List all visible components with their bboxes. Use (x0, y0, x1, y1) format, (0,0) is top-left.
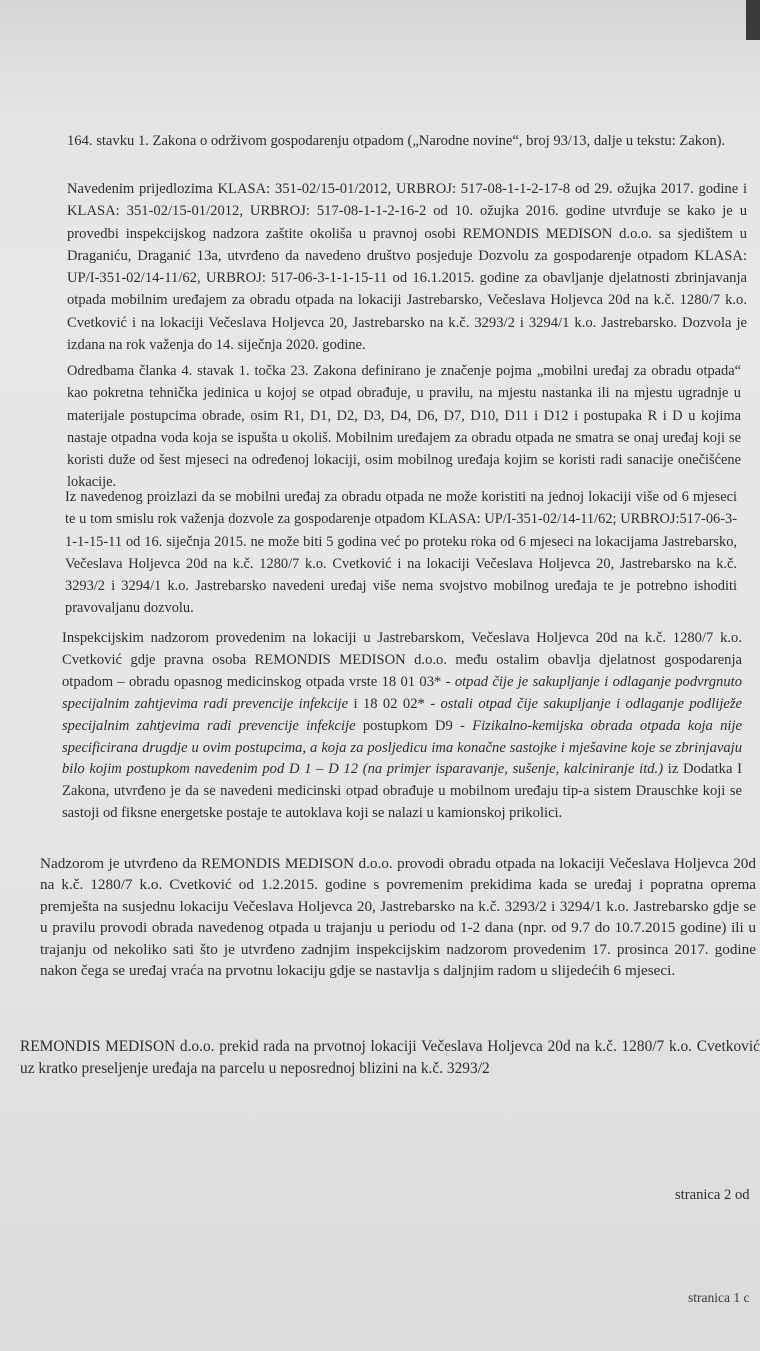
paragraph-interruption: REMONDIS MEDISON d.o.o. prekid rada na prvotnoj lokaciji Večeslava Holjevca 20d na k.č. 1280/7 k.o. Cvetković uz kratko preseljenje uređaja na parcelu u neposrednoj blizini na k.č. 3293/2 (20, 1038, 760, 1077)
waste-description-2: ostali otpad čije sakupljanje i odlaganje podliježe specijalnim zahtjevima radi prevencije infekcije (62, 695, 743, 734)
procedure-description: Fizikalno-kemijska obrada otpada koja nije specificirana drugdje u ovim postupcima, a koja za posljedicu ima konačne sastojke i mješavine koje se zbrinjavaju bilo kojim postupkom navedenim pod D 1 – D 12 (na primjer isparavanje, sušenje, kalciniranje itd.) (62, 717, 742, 778)
inspection-text-4: iz Dodatka I Zakona, utvrđeno je da se navedeni medicinski otpad obrađuje u mobilnom uređaju tip-a sistem Drauschke koji se sastoji od fiksne energetske postaje te autoklava koji se nalazi u kamionskoj prikolici. (62, 761, 742, 822)
paragraph-legal-reference: 164. stavku 1. Zakona o održivom gospodarenju otpadom („Narodne novine“, broj 93/13, dalje u tekstu: Zakon). (67, 133, 726, 149)
paragraph-proposals: Navedenim prijedlozima KLASA: 351-02/15-01/2012, URBROJ: 517-08-1-1-2-17-8 od 29. ožujka 2017. godine i KLASA: 351-02/15-01/2012, URBROJ: 517-08-1-1-2-16-2 od 10. ožujka 2016. godine utvrđuje se kako je u provedbi inspekcijskog nadzora zaštite okoliša u pravnoj osobi REMONDIS MEDISON d.o.o. sa sjedištem u Draganiću, Draganić 13a, utvrđeno da navedeno društvo posjeduje Dozvolu za gospodarenje otpadom KLASA: UP/I-351-02/14-11/62, URBROJ: 517-06-3-1-1-15-11 od 16.1.2015. godine za obavljanje djelatnosti zbrinjavanja otpada mobilnim uređajem za obradu otpada na lokaciji Jastrebarsko, Večeslava Holjevca 20d na k.č. 1280/7 k.o. Cvetković i na lokaciji Večeslava Holjevca 20, Jastrebarsko na k.č. 3293/2 i 3294/1 k.o. Jastrebarsko. Dozvola je izdana na rok važenja do 14. siječnja 2020. godine. (67, 181, 747, 354)
page-number-footer: stranica 2 od (675, 1187, 750, 1203)
inspection-text-2: i 18 02 02* - (348, 695, 441, 712)
paragraph-conclusion: Iz navedenog proizlazi da se mobilni uređaj za obradu otpada ne može koristiti na jednoj lokaciji više od 6 mjeseci te u tom smislu rok važenja dozvole za gospodarenje otpadom KLASA: UP/I-351-02/14-11/62; URBROJ:517-06-3-1-1-15-11 od 16. siječnja 2015. ne može biti 5 godina već po proteku roka od 6 mjeseci na lokacijama Jastrebarsko, Večeslava Holjevca 20d na k.č. 1280/7 k.o. Cvetković i na lokaciji Večeslava Holjevca 20, Jastrebarsko na k.č. 3293/2 i 3294/1 k.o. Jastrebarsko navedeni uređaj više nema svojstvo mobilnog uređaja te je potrebno ishoditi pravovaljanu dozvolu. (65, 489, 737, 617)
inspection-text-3: postupkom D9 - (355, 717, 473, 734)
page-number-footer-bleed: stranica 1 c (688, 1290, 750, 1305)
paragraph-inspection (62, 628, 742, 825)
waste-description-1: otpad čije je sakupljanje i odlaganje podvrgnuto specijalnim zahtjevima radi prevencije infekcije (62, 673, 743, 712)
inspection-text-1: Inspekcijskim nadzorom provedenim na lokaciji u Jastrebarskom, Večeslava Holjevca 20d na k.č. 1280/7 k.o. Cvetković gdje pravna osoba REMONDIS MEDISON d.o.o. među ostalim obavlja djelatnost gospodarenja otpadom – obradu opasnog medicinskog otpada vrste 18 01 03* - (62, 630, 742, 690)
paragraph-definition: Odredbama članka 4. stavak 1. točka 23. Zakona definirano je značenje pojma „mobilni uređaj za obradu otpada“ kao pokretna tehnička jedinica u kojoj se otpad obrađuje, u pravilu, na mjestu nastanka ili na mjestu ugradnje u materijale postupcima obrade, osim R1, D1, D2, D3, D4, D6, D7, D10, D11 i D12 i postupaka R i D u kojima nastaje otpadna voda koja se ispušta u okoliš. Mobilnim uređajem za obradu otpada ne smatra se onaj uređaj koji se koristi duže od šest mjeseci na određenoj lokaciji, osim mobilnog uređaja kojim se koristi radi sanacije onečišćene lokacije. (67, 363, 741, 491)
paragraph-findings: Nadzorom je utvrđeno da REMONDIS MEDISON d.o.o. provodi obradu otpada na lokaciji Večeslava Holjevca 20d na k.č. 1280/7 k.o. Cvetković od 1.2.2015. godine s povremenim prekidima kada se uređaj i popratna oprema premješta na susjednu lokaciju Večeslava Holjevca 20, Jastrebarsko na k.č. 3293/2 i 3294/1 k.o. Jastrebarsko gdje se u pravilu provodi obrada navedenog otpada u trajanju u periodu od 1-2 dana (npr. od 9.7 do 10.7.2015 godine) ili u trajanju od nekoliko sati što je utvrđeno zadnjim inspekcijskim nadzorom provedenim 17. prosinca 2017. godine nakon čega se uređaj vraća na prvotnu lokaciju gdje se nastavlja s daljnjim radom u slijedećih 6 mjeseci. (40, 855, 756, 980)
